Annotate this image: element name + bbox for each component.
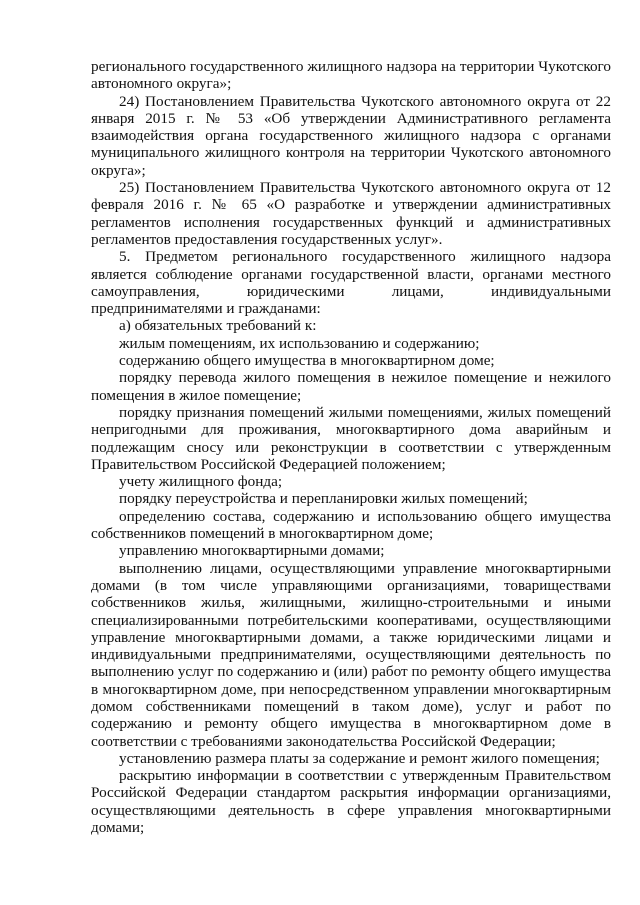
paragraph-list-item: выполнению лицами, осуществляющими управление многоквартирными домами (в том числе управляющими организациями, товариществами собственников жилья, жилищными, жилищно-строительными и иными специализированными потребительскими кооперативами, осуществляющими управление многоквартирными домами, а также юридическими лицами и индивидуальными предпринимателями, осуществляющими деятельность по выполнению услуг по содержанию и (или) работ по ремонту общего имущества в многоквартирном доме, при непосредственном управлении многоквартирным домом собственниками помещений в таком доме), услуг и работ по содержанию и ремонту общего имущества в многоквартирном доме в соответствии с требованиями законодательства Российской Федерации;	[91, 559, 611, 750]
paragraph-list-item: раскрытию информации в соответствии с утвержденным Правительством Российской Федерации стандартом раскрытия информации организациями, осуществляющими деятельность в сфере управления многоквартирными домами;	[91, 767, 611, 837]
paragraph-list-item: определению состава, содержанию и использованию общего имущества собственников помещений в многоквартирном доме;	[91, 507, 611, 543]
paragraph-list-item: управлению многоквартирными домами;	[119, 542, 385, 560]
paragraph-item-25: 25) Постановлением Правительства Чукотского автономного округа от 12 февраля 2016 г. № 65 «О разработке и утверждении административных регламентов исполнения государственных функций и административных регламентов предоставления государственных услуг».	[91, 179, 611, 248]
document-page	[91, 58, 611, 836]
paragraph-list-item: жилым помещениям, их использованию и содержанию;	[119, 334, 480, 352]
paragraph-list-item: порядку переустройства и перепланировки жилых помещений;	[119, 490, 528, 508]
paragraph-item-24: 24) Постановлением Правительства Чукотского автономного округа от 22 января 2015 г. № 53 «Об утверждении Административного регламента взаимодействия органа государственного жилищного надзора с органами муниципального жилищного контроля на территории Чукотского автономного округа»;	[91, 92, 611, 179]
paragraph-section-5: 5. Предметом регионального государственного жилищного надзора является соблюдение органами государственной власти, органами местного самоуправления, юридическими лицами, индивидуальными предпринимателями и гражданами:	[91, 248, 611, 318]
paragraph-list-item: порядку перевода жилого помещения в нежилое помещение и нежилого помещения в жилое помещение;	[91, 369, 611, 404]
paragraph-list-item: содержанию общего имущества в многоквартирном доме;	[119, 352, 495, 370]
paragraph-list-item: учету жилищного фонда;	[119, 473, 283, 491]
paragraph-list-item: установлению размера платы за содержание и ремонт жилого помещения;	[119, 749, 600, 767]
paragraph-continuation: регионального государственного жилищного надзора на территории Чукотского автономного округа»;	[91, 58, 611, 93]
paragraph-subitem-a: а) обязательных требований к:	[119, 317, 317, 335]
paragraph-list-item: порядку признания помещений жилыми помещениями, жилых помещений непригодными для проживания, многоквартирного дома аварийным и подлежащим сносу или реконструкции в соответствии с утвержденным Правительством Российской Федерацией положением;	[91, 403, 611, 473]
